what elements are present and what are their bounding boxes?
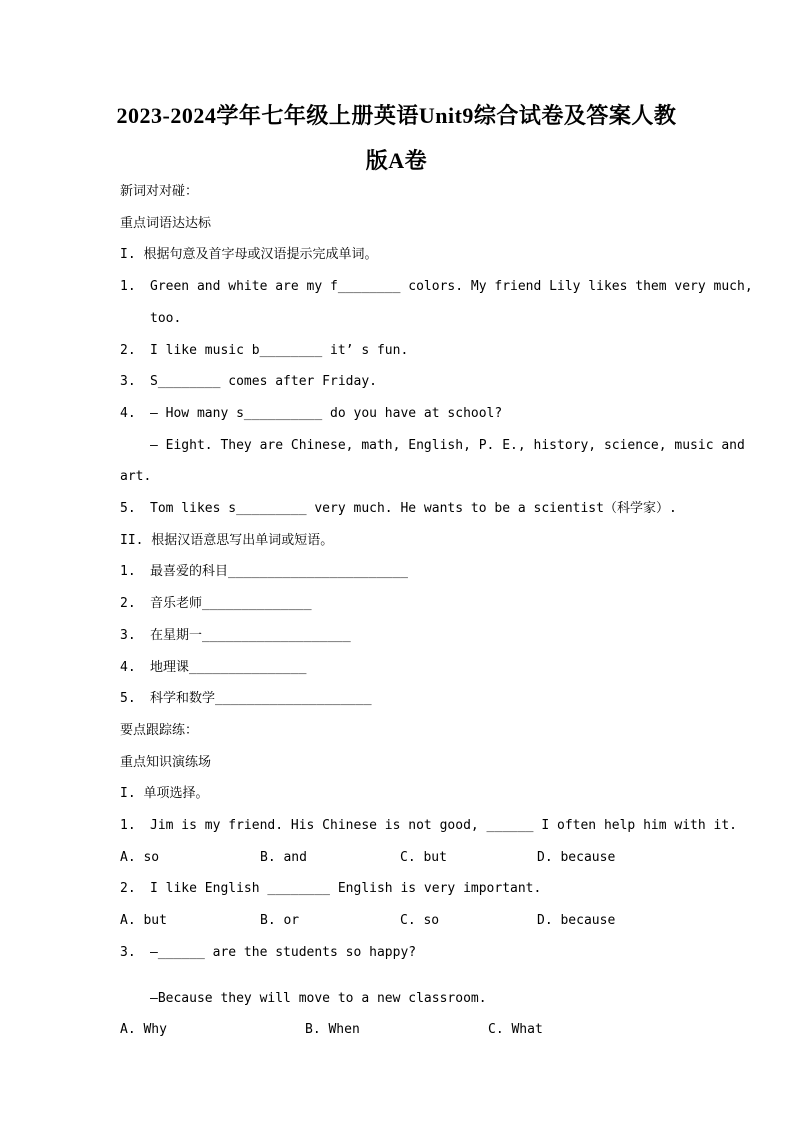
- document-body: [120, 176, 760, 1046]
- text-line: 新词对对碰：: [120, 184, 199, 199]
- text-line: too.: [150, 310, 182, 326]
- item-number: 2.: [120, 596, 136, 612]
- text-line: I. 单项选择。: [120, 786, 209, 802]
- item-number: 2.: [120, 342, 136, 358]
- item-number: 5.: [120, 691, 136, 707]
- item-text: 音乐老师______________: [150, 596, 312, 612]
- item-number: 4.: [120, 659, 136, 675]
- options-row: [120, 1014, 760, 1046]
- item-number: 3.: [120, 374, 136, 390]
- text-line: II. 根据汉语意思写出单词或短语。: [120, 532, 334, 548]
- document-title-line1: 2023-2024学年七年级上册英语Unit9综合试卷及答案人教: [116, 103, 677, 128]
- item-number: 3.: [120, 627, 136, 643]
- text-line: art.: [120, 469, 152, 485]
- option-label: B. When: [305, 1022, 360, 1038]
- item-number: 1.: [120, 279, 136, 295]
- question-item: [120, 652, 760, 684]
- document-title: [0, 93, 793, 183]
- question-item: [120, 556, 760, 588]
- question-item: [120, 937, 760, 969]
- item-text: 最喜爱的科目_______________________: [150, 564, 409, 580]
- question-item: [120, 271, 760, 303]
- item-number: 4.: [120, 405, 136, 421]
- item-text: 科学和数学____________________: [150, 691, 372, 707]
- item-number: 2.: [120, 881, 136, 897]
- option-label: B. and: [260, 849, 307, 865]
- option-label: C. so: [400, 913, 440, 929]
- option-label: B. or: [260, 913, 300, 929]
- option-label: A. but: [120, 913, 167, 929]
- item-text: 地理课_______________: [150, 659, 307, 675]
- question-item: [120, 683, 760, 715]
- document-title-line2: 版A卷: [365, 148, 428, 173]
- item-text: Green and white are my f________ colors. My friend Lily likes them very much,: [150, 279, 753, 295]
- question-item: [120, 873, 760, 905]
- text-line: — Eight. They are Chinese, math, English, P. E., history, science, music and: [150, 437, 745, 453]
- item-text: I like English ________ English is very important.: [150, 881, 542, 897]
- options-row: [120, 905, 760, 937]
- item-number: 1.: [120, 564, 136, 580]
- question-item: [120, 588, 760, 620]
- option-label: A. so: [120, 849, 160, 865]
- question-item: [120, 366, 760, 398]
- options-row: [120, 842, 760, 874]
- text-line: 重点词语达达标: [120, 215, 212, 231]
- item-text: Jim is my friend. His Chinese is not good, ______ I often help him with it.: [150, 818, 737, 834]
- option-label: C. but: [400, 849, 447, 865]
- item-text: 在星期一___________________: [150, 627, 351, 643]
- question-item: [120, 398, 760, 430]
- text-line: 重点知识演练场: [120, 754, 212, 770]
- option-label: D. because: [537, 849, 616, 865]
- text-line: 要点跟踪练：: [120, 722, 199, 738]
- item-number: 5.: [120, 501, 136, 517]
- item-text: Tom likes s_________ very much. He wants to be a scientist（科学家）.: [150, 501, 677, 517]
- option-label: D. because: [537, 913, 616, 929]
- item-text: — How many s__________ do you have at school?: [150, 405, 503, 421]
- item-text: I like music b________ it’ s fun.: [150, 342, 409, 358]
- text-line: —Because they will move to a new classroom.: [150, 990, 487, 1006]
- question-item: [120, 335, 760, 367]
- question-item: [120, 493, 760, 525]
- option-label: A. Why: [120, 1022, 167, 1038]
- text-line: I. 根据句意及首字母或汉语提示完成单词。: [120, 247, 378, 263]
- question-item: [120, 620, 760, 652]
- item-text: —______ are the students so happy?: [150, 944, 417, 960]
- item-text: S________ comes after Friday.: [150, 374, 377, 390]
- item-number: 1.: [120, 818, 136, 834]
- item-number: 3.: [120, 944, 136, 960]
- option-label: C. What: [488, 1022, 543, 1038]
- question-item: [120, 810, 760, 842]
